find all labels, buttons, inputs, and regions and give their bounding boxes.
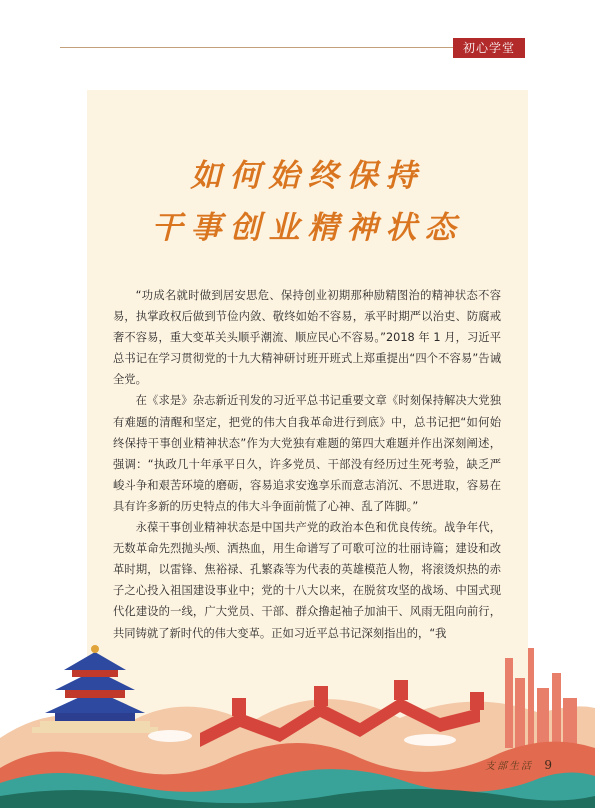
title-line-1: 如何始终保持 — [190, 158, 425, 194]
title-line-2: 干事创业精神状态 — [151, 210, 464, 246]
article-title — [87, 150, 528, 254]
city-skyline — [505, 648, 577, 748]
paragraph-2: 在《求是》杂志新近刊发的习近平总书记重要文章《时刻保持解决大党独有难题的清醒和坚定，把党的伟大自我革命进行到底》中，总书记把“如何始终保持干事创业精神状态”作为大党独有难题的第四大难题并作出深刻阐述，强调：“执政几十年承平日久，许多党员、干部没有经历过生死考验，缺乏严峻斗争和艰苦环境的磨砺，容易追求安逸享乐而意志消沉、不思进取，容易在具有许多新的历史特点的伟大斗争面前慌了心神、乱了阵脚。” — [113, 394, 501, 513]
section-tag: 初心学堂 — [453, 38, 525, 58]
page-number: 9 — [544, 758, 552, 772]
article-body — [113, 285, 501, 644]
paragraph-1: “功成名就时做到居安思危、保持创业初期那种励精图治的精神状态不容易，执掌政权后做到节俭内敛、敬终如始不容易，承平时期严以治吏、防腐戒奢不容易，重大变革关头顺乎潮流、顺应民心不容易。”2018 年 1 月，习近平总书记在学习贯彻党的十九大精神研讨班开班式上郑重提出“四个不容易”告诫全党。 — [113, 289, 501, 387]
section-header — [0, 38, 595, 58]
paragraph-3: 永葆干事创业精神状态是中国共产党的政治本色和优良传统。战争年代，无数革命先烈抛头颅、洒热血，用生命谱写了可歌可泣的壮丽诗篇；建设和改革时期，以雷锋、焦裕禄、孔繁森等为代表的英雄模范人物，将滚烫炽热的赤子之心投入祖国建设事业中；党的十八大以来，在脱贫攻坚的战场、中国式现代化建设的一线，广大党员、干部、群众撸起袖子加油干、风雨无阻向前行，共同铸就了新时代的伟大变革。正如习近平总书记深刻指出的，“我 — [113, 521, 501, 640]
decorative-scenery — [0, 618, 595, 808]
magazine-mark: 支部生活 — [485, 761, 533, 772]
